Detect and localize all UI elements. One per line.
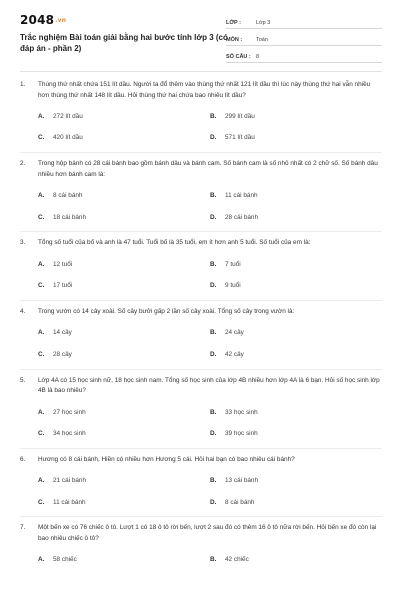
answer-option[interactable] — [38, 402, 210, 424]
info-value: Toán — [256, 37, 268, 43]
option-letter: A. — [38, 408, 45, 416]
option-letter: A. — [38, 329, 45, 337]
option-text: 24 cây — [225, 329, 244, 337]
question-list — [20, 80, 382, 571]
document-header — [0, 0, 400, 66]
info-row-subject — [226, 32, 382, 46]
option-letter: B. — [210, 408, 217, 416]
question-number: 2. — [20, 160, 26, 168]
option-letter: C. — [38, 498, 45, 506]
info-value: Lớp 3 — [256, 20, 271, 26]
option-text: 42 chiếc — [225, 556, 249, 564]
option-letter: A. — [38, 260, 45, 268]
answer-option[interactable] — [38, 275, 210, 297]
answer-option[interactable] — [38, 106, 210, 128]
option-letter: B. — [210, 477, 217, 485]
option-letter: C. — [38, 134, 45, 142]
answer-options — [38, 185, 382, 228]
option-text: 17 tuổi — [53, 282, 73, 290]
option-letter: D. — [210, 498, 217, 506]
option-text: 9 tuổi — [225, 282, 241, 290]
answer-option[interactable] — [210, 185, 382, 207]
info-value: 8 — [256, 54, 260, 60]
info-row-count — [226, 49, 382, 63]
option-text: 42 cây — [225, 350, 244, 358]
question-item — [20, 80, 382, 153]
option-text: 571 lít dầu — [225, 134, 255, 142]
logo-sub-text: .vn — [55, 17, 67, 24]
answer-option[interactable] — [210, 323, 382, 345]
answer-option[interactable] — [210, 128, 382, 150]
question-row — [20, 455, 382, 466]
option-letter: A. — [38, 477, 45, 485]
option-letter: C. — [38, 430, 45, 437]
question-text: Hương có 8 cái bánh, Hiền có nhiều hơn Hương 5 cái. Hỏi hai bạn có bao nhiêu cái bánh? — [38, 455, 295, 463]
option-letter: A. — [38, 112, 45, 120]
option-text: 7 tuổi — [225, 260, 241, 268]
option-text: 299 lít dầu — [225, 112, 255, 120]
answer-option[interactable] — [210, 550, 382, 572]
option-letter: D. — [210, 134, 217, 142]
option-letter: B. — [210, 260, 217, 268]
option-text: 33 học sinh — [225, 408, 258, 416]
info-panel — [226, 15, 382, 66]
answer-option[interactable] — [210, 492, 382, 514]
question-text: Tổng số tuổi của bố và anh là 47 tuổi. Tuổi bố là 35 tuổi, em ít hơn anh 5 tuổi. Số tuổi của em là: — [38, 239, 311, 247]
question-item — [20, 307, 382, 370]
answer-options — [38, 470, 382, 513]
answer-option[interactable] — [210, 275, 382, 297]
answer-option[interactable] — [210, 207, 382, 229]
option-letter: A. — [38, 192, 45, 200]
question-separator — [20, 300, 382, 301]
info-label: LỚP : — [226, 20, 241, 26]
option-text: 12 tuổi — [53, 260, 73, 268]
option-text: 34 học sinh — [53, 430, 86, 437]
question-item — [20, 159, 382, 232]
option-text: 8 cái bánh — [225, 498, 255, 506]
question-separator — [20, 448, 382, 449]
option-letter: D. — [210, 430, 217, 437]
question-text: Thùng thứ nhất chứa 151 lít dầu. Người ta đổ thêm vào thùng thứ nhất 121 lít dầu thì lúc này thùng thứ hai vẫn nhiều hơn thùng thứ nhất 148 lít dầu. Hỏi thùng thứ hai chứa bao nhiêu lít dầu? — [38, 81, 371, 99]
question-row — [20, 80, 382, 101]
answer-option[interactable] — [38, 470, 210, 492]
option-text: 39 học sinh — [225, 430, 258, 437]
question-item — [20, 523, 382, 571]
option-text: 11 cái bánh — [225, 192, 258, 200]
info-label: SỐ CÂU : — [226, 54, 251, 60]
option-letter: C. — [38, 213, 45, 221]
answer-option[interactable] — [210, 344, 382, 366]
question-separator — [20, 152, 382, 153]
option-text: 58 chiếc — [53, 556, 77, 564]
option-letter: D. — [210, 350, 217, 358]
question-number: 4. — [20, 307, 26, 315]
option-text: 27 học sinh — [53, 408, 86, 416]
question-row — [20, 307, 382, 318]
option-text: 14 cây — [53, 329, 72, 337]
question-separator — [20, 231, 382, 232]
answer-options — [38, 106, 382, 149]
option-letter: B. — [210, 329, 217, 337]
option-text: 11 cái bánh — [53, 498, 86, 506]
option-letter: D. — [210, 213, 217, 221]
answer-option[interactable] — [38, 323, 210, 345]
answer-options — [38, 402, 382, 445]
question-text: Một bến xe có 76 chiếc ô tô. Lượt 1 có 18 ô tô rời bến, lượt 2 sau đó có thêm 16 ô tô nữa rời bến. Hỏi bến xe đó còn lại bao nhiêu chiếc ô tô? — [38, 524, 377, 542]
option-letter: B. — [210, 192, 217, 200]
option-text: 28 cái bánh — [225, 213, 259, 221]
option-text: 18 cái bánh — [53, 213, 87, 221]
logo-main-text: 2048 — [20, 13, 55, 27]
question-number: 3. — [20, 239, 26, 247]
question-row — [20, 159, 382, 180]
option-text: 28 cây — [53, 350, 72, 358]
option-text: 21 cái bánh — [53, 477, 87, 485]
answer-option[interactable] — [38, 423, 210, 445]
option-letter: A. — [38, 556, 45, 564]
page-title: Trắc nghiệm Bài toán giải bằng hai bước tính lớp 3 (có đáp án - phần 2) — [20, 33, 228, 53]
question-number: 7. — [20, 524, 26, 532]
question-text: Trong hộp bánh có 28 cái bánh bao gồm bánh dâu và bánh cam. Số bánh cam là số nhỏ nhất có 2 chữ số. Số bánh dâu nhiều hơn bánh cam là: — [38, 160, 378, 178]
answer-option[interactable] — [38, 185, 210, 207]
answer-option[interactable] — [38, 128, 210, 150]
answer-options — [38, 323, 382, 366]
answer-option[interactable] — [38, 550, 210, 572]
question-item — [20, 376, 382, 449]
question-separator — [20, 369, 382, 370]
info-row-class — [226, 15, 382, 29]
option-text: 272 lít dầu — [53, 112, 83, 120]
question-number: 5. — [20, 376, 26, 384]
question-text: Lớp 4A có 15 học sinh nữ, 18 học sinh nam. Tổng số học sinh của lớp 4B nhiều hơn lớp 4A là 6 bạn. Hỏi số học sinh lớp 4B là bao nhiêu? — [38, 376, 380, 395]
site-logo[interactable] — [20, 13, 66, 27]
option-letter: D. — [210, 282, 217, 290]
question-item — [20, 238, 382, 301]
question-text: Trong vườn có 14 cây xoài. Số cây bưởi gấp 2 lần số cây xoài. Tổng số cây trong vườn là: — [38, 307, 295, 315]
option-letter: C. — [38, 282, 45, 290]
question-item — [20, 455, 382, 518]
option-text: 420 lít dầu — [53, 134, 83, 142]
question-number: 1. — [20, 81, 26, 88]
option-text: 8 cái bánh — [53, 192, 83, 200]
question-number: 6. — [20, 455, 26, 463]
header-divider — [20, 71, 382, 72]
question-row — [20, 523, 382, 544]
question-row — [20, 238, 382, 249]
option-text: 13 cái bánh — [225, 477, 259, 485]
answer-options — [38, 550, 382, 572]
answer-options — [38, 254, 382, 297]
answer-option[interactable] — [38, 207, 210, 229]
question-separator — [20, 516, 382, 517]
answer-option[interactable] — [210, 254, 382, 276]
answer-option[interactable] — [210, 470, 382, 492]
answer-option[interactable] — [38, 344, 210, 366]
answer-option[interactable] — [210, 402, 382, 424]
info-label: MÔN : — [226, 37, 243, 43]
answer-option[interactable] — [38, 254, 210, 276]
answer-option[interactable] — [38, 492, 210, 514]
option-letter: C. — [38, 350, 45, 358]
question-row — [20, 376, 382, 397]
answer-option[interactable] — [210, 106, 382, 128]
option-letter: B. — [210, 112, 217, 120]
option-letter: B. — [210, 556, 217, 564]
answer-option[interactable] — [210, 423, 382, 445]
